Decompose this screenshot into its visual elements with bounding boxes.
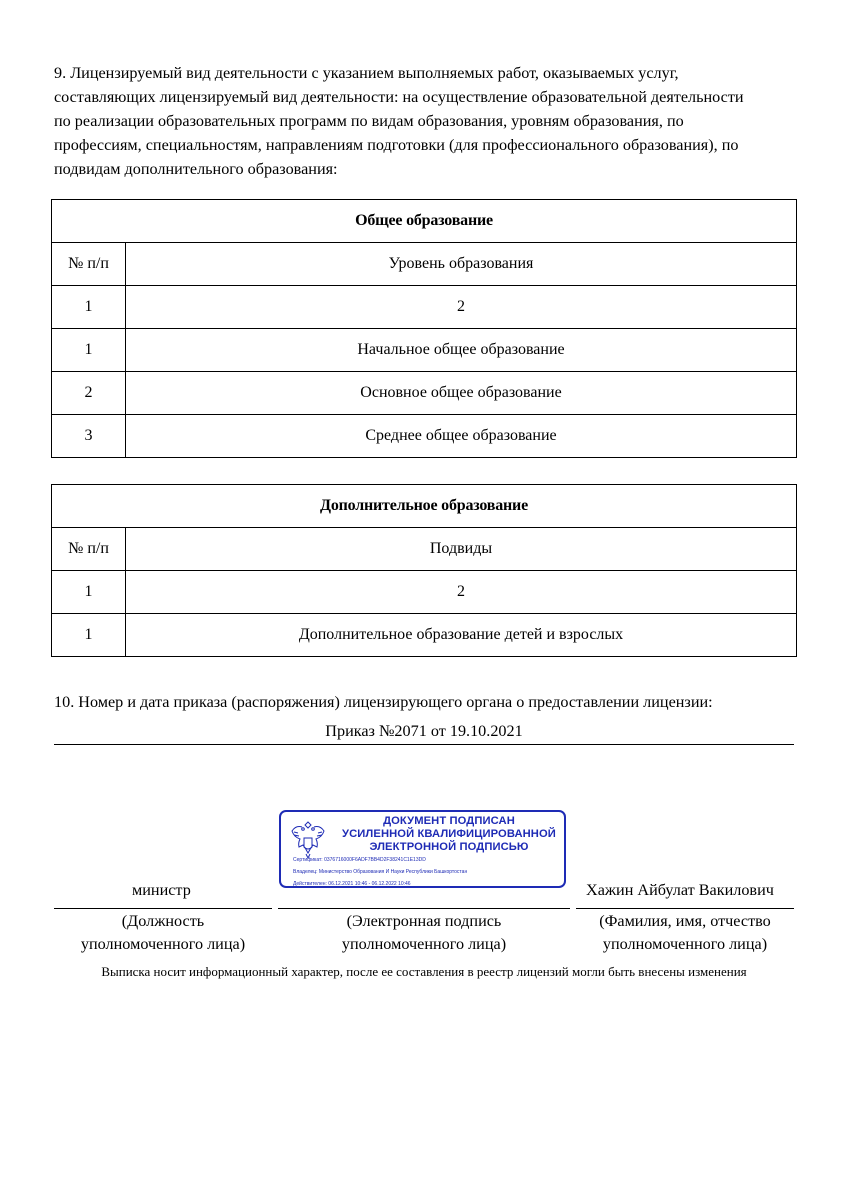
table-cell: 1 bbox=[52, 571, 126, 614]
table-row bbox=[52, 329, 797, 372]
additional-education-table bbox=[51, 484, 797, 657]
electronic-signature-stamp bbox=[279, 810, 566, 888]
disclaimer-note: Выписка носит информационный характер, после ее составления в реестр лицензий могли быть внесены изменения bbox=[101, 964, 747, 979]
section-9-line: подвидам дополнительного образования: bbox=[54, 160, 338, 178]
table-cell: 2 bbox=[126, 286, 797, 329]
table-title: Дополнительное образование bbox=[52, 485, 797, 528]
section-9-line: 9. Лицензируемый вид деятельности с указанием выполняемых работ, оказываемых услуг, bbox=[54, 64, 679, 82]
caption-line: (Фамилия, имя, отчество bbox=[599, 912, 771, 930]
table-cell: Среднее общее образование bbox=[126, 415, 797, 458]
table-row bbox=[52, 614, 797, 657]
section-9-line: по реализации образовательных программ по видам образования, уровням образования, по bbox=[54, 112, 684, 130]
caption-signature bbox=[278, 910, 570, 956]
table-index-row bbox=[52, 286, 797, 329]
stamp-title bbox=[333, 815, 565, 854]
caption-line: уполномоченного лица) bbox=[80, 935, 246, 953]
section-9-line: профессиям, специальностям, направлениям подготовки (для профессионального образования), по bbox=[54, 136, 739, 154]
table-row bbox=[52, 415, 797, 458]
caption-position bbox=[54, 910, 272, 956]
caption-line: (Должность bbox=[121, 912, 205, 930]
column-header-number: № п/п bbox=[52, 528, 126, 571]
section-10-text: 10. Номер и дата приказа (распоряжения) лицензирующего органа о предоставлении лицензии: bbox=[54, 693, 713, 711]
column-header-level: Уровень образования bbox=[126, 243, 797, 286]
caption-line: уполномоченного лица) bbox=[341, 935, 507, 953]
caption-line: (Электронная подпись bbox=[346, 912, 502, 930]
table-cell: 1 bbox=[52, 614, 126, 657]
stamp-owner: Владелец: Министерство Образования И Науки Республики Башкортостан bbox=[293, 869, 468, 875]
general-education-table bbox=[51, 199, 797, 458]
stamp-validity: Действителен: 06.12.2021 10:46 - 06.12.2022 10:46 bbox=[293, 881, 411, 887]
position-line bbox=[54, 908, 272, 909]
table-index-row bbox=[52, 571, 797, 614]
table-title: Общее образование bbox=[52, 200, 797, 243]
table-cell: 2 bbox=[126, 571, 797, 614]
table-cell: 3 bbox=[52, 415, 126, 458]
caption-line: уполномоченного лица) bbox=[602, 935, 768, 953]
signature-line bbox=[278, 908, 570, 909]
order-number: Приказ №2071 от 19.10.2021 bbox=[54, 722, 794, 745]
stamp-certificate: Сертификат: 0376716000F6ADF7BB4D2F38241C1E13DD bbox=[293, 857, 426, 863]
table-cell: Начальное общее образование bbox=[126, 329, 797, 372]
table-cell: 1 bbox=[52, 286, 126, 329]
section-9-text bbox=[54, 61, 799, 181]
name-line bbox=[576, 908, 794, 909]
table-row bbox=[52, 372, 797, 415]
stamp-title-line: УСИЛЕННОЙ КВАЛИФИЦИРОВАННОЙ bbox=[342, 828, 556, 840]
caption-name bbox=[576, 910, 794, 956]
signer-position: министр bbox=[132, 881, 191, 899]
table-cell: Дополнительное образование детей и взрослых bbox=[126, 614, 797, 657]
stamp-title-line: ДОКУМЕНТ ПОДПИСАН bbox=[383, 815, 515, 827]
table-cell: 1 bbox=[52, 329, 126, 372]
column-header-number: № п/п bbox=[52, 243, 126, 286]
section-9-line: составляющих лицензируемый вид деятельности: на осуществление образовательной деятельности bbox=[54, 88, 744, 106]
table-cell: Основное общее образование bbox=[126, 372, 797, 415]
table-cell: 2 bbox=[52, 372, 126, 415]
coat-of-arms-icon bbox=[288, 818, 328, 862]
stamp-title-line: ЭЛЕКТРОННОЙ ПОДПИСЬЮ bbox=[369, 841, 529, 853]
signer-full-name: Хажин Айбулат Вакилович bbox=[586, 881, 774, 899]
column-header-subtype: Подвиды bbox=[126, 528, 797, 571]
